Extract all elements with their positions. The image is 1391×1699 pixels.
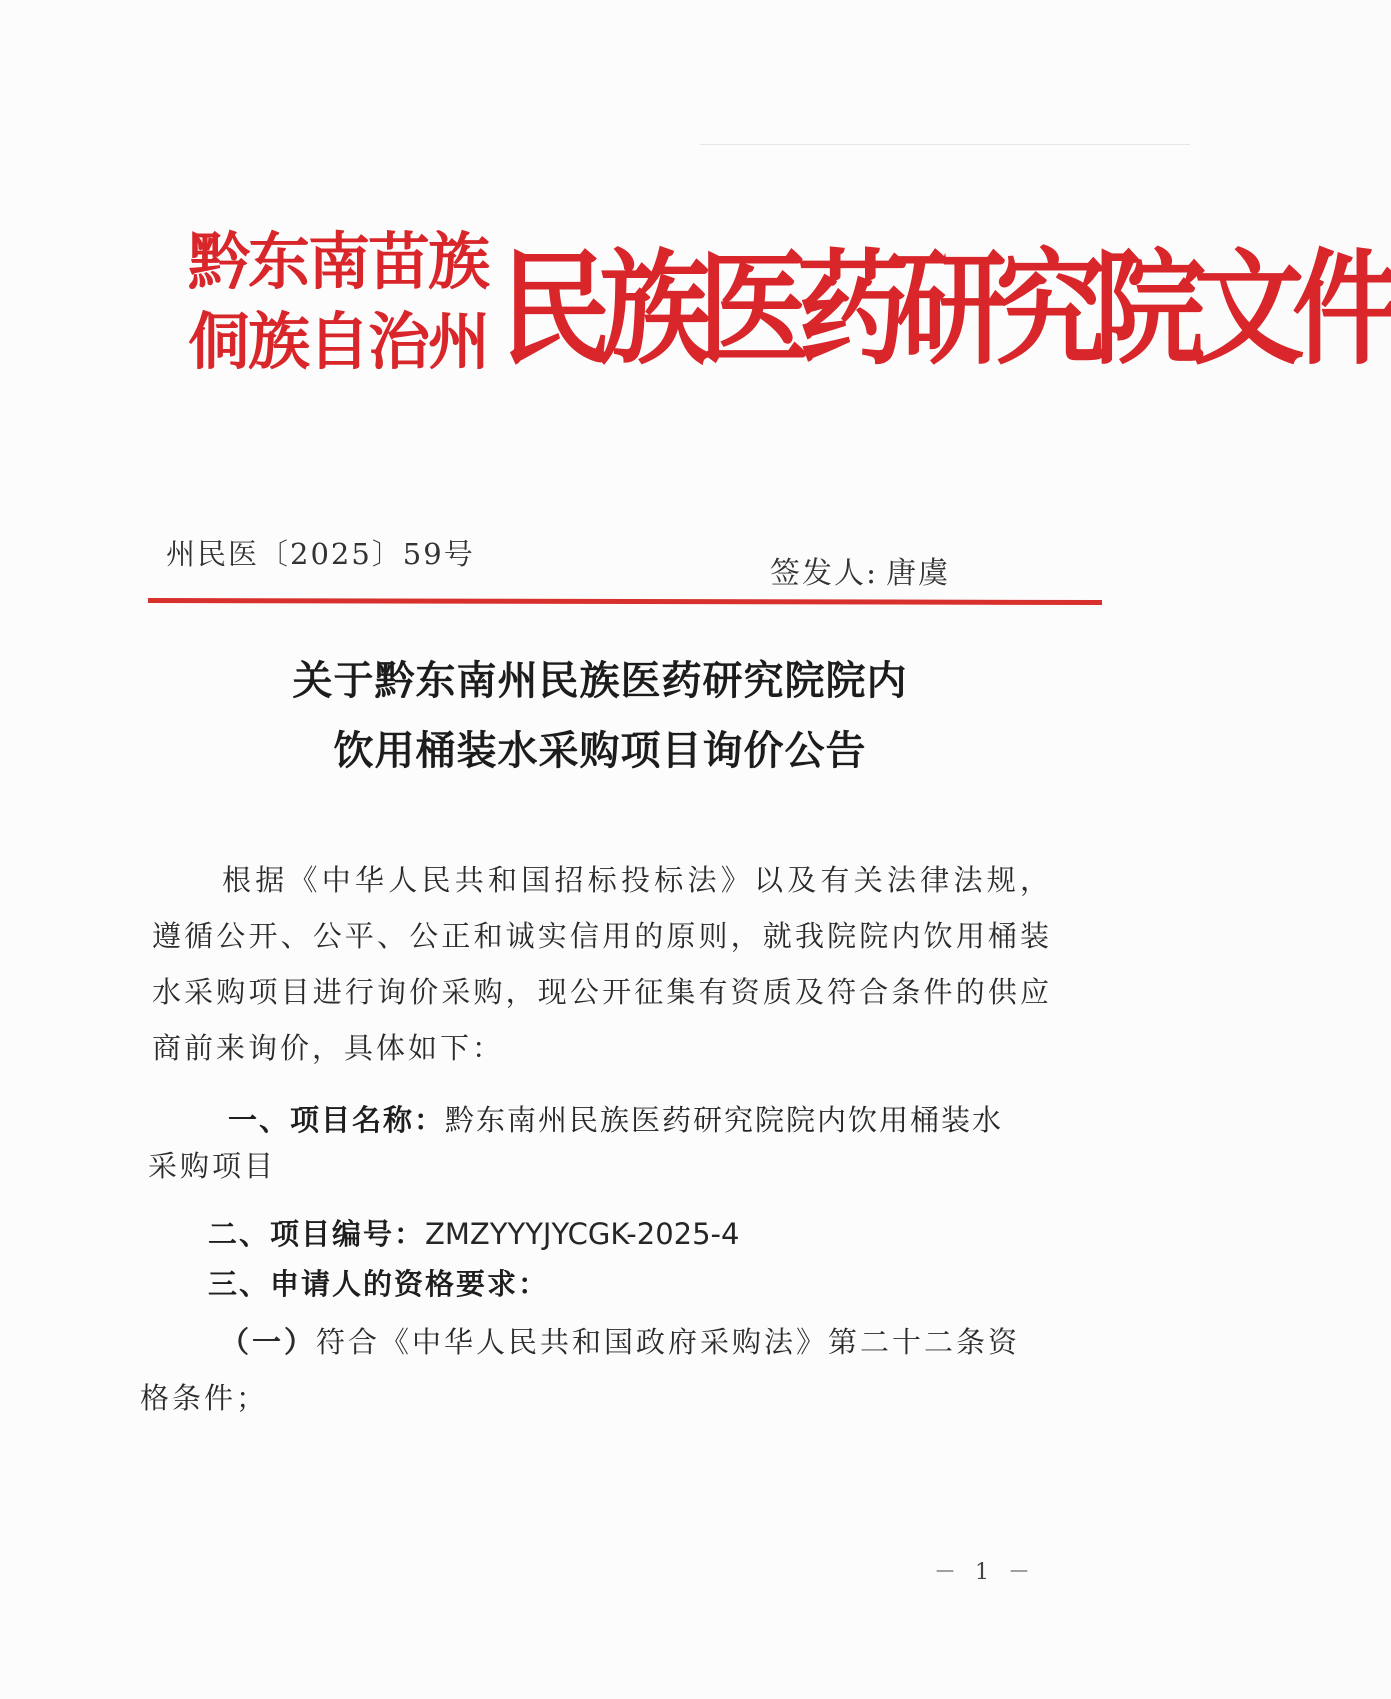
signer [770, 548, 950, 592]
section-project-number [208, 1212, 739, 1253]
page-number: － 1 － [934, 1560, 1036, 1585]
document-number: 州民医〔2025〕59号 [166, 537, 475, 571]
title-line1: 关于黔东南州民族医药研究院院内 [292, 658, 908, 704]
signer-name: 唐虞 [886, 556, 951, 591]
scan-artifact-line [700, 144, 1190, 145]
section2-value: ZMZYYYJYCGK-2025-4 [425, 1217, 740, 1251]
red-divider-rule [148, 598, 1102, 605]
masthead-org-line2: 侗族自治州 [188, 305, 489, 378]
qualification-item-1 [140, 1314, 1050, 1426]
title-line2: 饮用桶装水采购项目询价公告 [333, 728, 867, 774]
section1-label: 一、项目名称： [228, 1103, 446, 1137]
section1-value: 黔东南州民族医药研究院院内饮用桶装水 [445, 1103, 1004, 1137]
red-masthead [188, 222, 1391, 382]
masthead-org-prefix [188, 222, 488, 382]
item1-label: （一） [220, 1325, 317, 1359]
section-project-name [228, 1098, 1003, 1139]
item1-text: 符合《中华人民共和国政府采购法》第二十二条资格条件； [140, 1325, 1021, 1415]
section1-value-continuation: 采购项目 [148, 1149, 277, 1183]
signer-label: 签发人: [770, 556, 879, 591]
masthead-org-line1: 黔东南苗族 [188, 225, 489, 298]
section3-label: 三、申请人的资格要求： [208, 1267, 550, 1301]
section-qualification [208, 1262, 549, 1303]
masthead-org-main: 民族医药研究院文件 [500, 238, 1391, 382]
intro-paragraph: 根据《中华人民共和国招标投标法》以及有关法律法规，遵循公开、公平、公正和诚实信用的原则，就我院院内饮用桶装水采购项目进行询价采购，现公开征集有资质及符合条件的供应商前来询价，具体如下： [152, 863, 1052, 1065]
document-title [150, 646, 1050, 786]
section2-label: 二、项目编号： [208, 1217, 426, 1251]
